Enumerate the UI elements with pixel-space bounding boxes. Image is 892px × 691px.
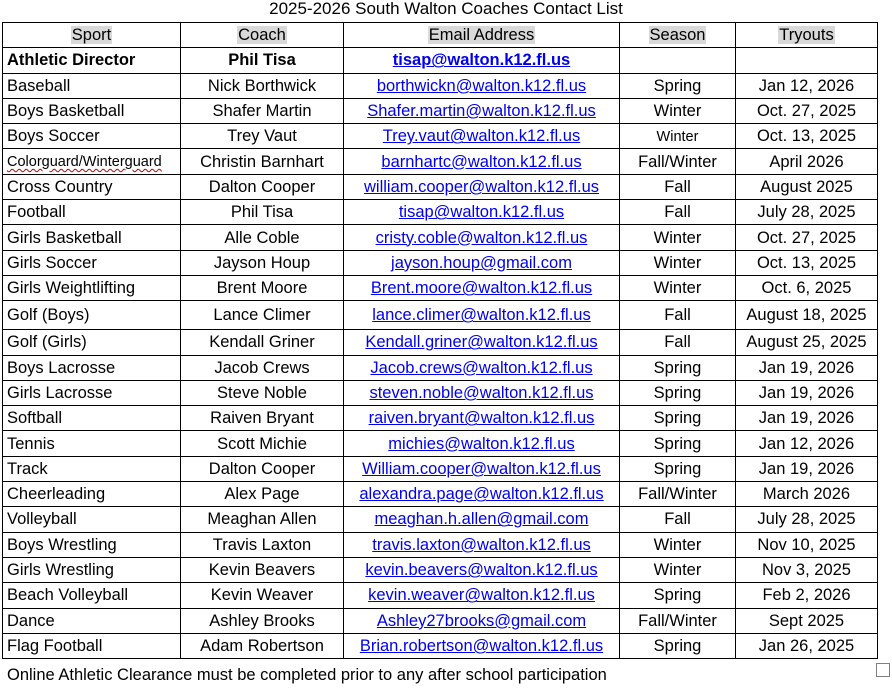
email-link[interactable]: cristy.coble@walton.k12.fl.us <box>375 228 588 247</box>
email-link[interactable]: jayson.houp@gmail.com <box>391 253 572 272</box>
season-cell <box>620 124 736 149</box>
tryouts-cell <box>736 380 878 405</box>
coach-cell <box>181 225 344 250</box>
season-text: Fall <box>664 333 691 352</box>
coach-text: Alex Page <box>224 485 300 504</box>
sport-cell <box>3 532 181 557</box>
email-cell <box>344 98 620 123</box>
sport-text: Boys Soccer <box>7 127 100 146</box>
tryouts-text: Oct. 6, 2025 <box>761 279 852 298</box>
sport-text: Flag Football <box>7 636 103 655</box>
sport-text: Beach Volleyball <box>7 586 129 605</box>
tryouts-text: Oct. 13, 2025 <box>756 127 857 146</box>
header-row <box>3 23 878 48</box>
coach-text: Nick Borthwick <box>207 76 317 95</box>
tryouts-cell <box>736 557 878 582</box>
coach-cell <box>181 73 344 98</box>
coach-cell <box>181 355 344 380</box>
tryouts-cell <box>736 98 878 123</box>
coach-text: Steve Noble <box>217 384 307 402</box>
table-row <box>3 98 878 123</box>
coach-cell <box>181 275 344 300</box>
tryouts-text: August 2025 <box>760 177 853 196</box>
table-row <box>3 73 878 98</box>
email-link[interactable]: Trey.vaut@walton.k12.fl.us <box>382 127 581 146</box>
sport-cell <box>3 380 181 405</box>
season-text: Fall <box>664 203 691 222</box>
tryouts-cell <box>736 301 878 330</box>
email-cell <box>344 482 620 507</box>
sport-text: Volleyball <box>7 510 77 529</box>
sport-cell <box>3 330 181 355</box>
sport-cell <box>3 406 181 431</box>
season-cell <box>620 380 736 405</box>
sport-cell <box>3 633 181 658</box>
email-cell <box>344 431 620 456</box>
email-link[interactable]: william.cooper@walton.k12.fl.us <box>363 177 599 196</box>
tryouts-cell <box>736 583 878 608</box>
sport-cell <box>3 98 181 123</box>
tryouts-cell <box>736 507 878 532</box>
season-cell <box>620 73 736 98</box>
sport-cell <box>3 250 181 275</box>
table-row <box>3 456 878 481</box>
table-row <box>3 330 878 355</box>
tryouts-text: Jan 19, 2026 <box>758 409 855 428</box>
season-text: Fall <box>664 306 691 325</box>
table-row <box>3 301 878 330</box>
coach-cell <box>181 124 344 149</box>
season-text: Fall/Winter <box>638 152 717 171</box>
coach-text: Phil Tisa <box>230 203 294 222</box>
sport-text: Baseball <box>7 76 71 95</box>
coach-text: Dalton Cooper <box>208 177 316 196</box>
email-link[interactable]: William.cooper@walton.k12.fl.us <box>362 459 601 478</box>
coach-text: Kevin Weaver <box>210 586 314 605</box>
season-text: Spring <box>653 384 702 402</box>
season-cell <box>620 633 736 658</box>
table-row <box>3 532 878 557</box>
tryouts-cell <box>736 225 878 250</box>
season-cell <box>620 482 736 507</box>
tryouts-text: Jan 26, 2025 <box>758 636 855 655</box>
coach-text: Kendall Griner <box>209 333 315 352</box>
season-cell <box>620 608 736 633</box>
coach-text: Adam Robertson <box>200 636 324 655</box>
coach-cell <box>181 608 344 633</box>
season-text: Fall <box>664 177 691 196</box>
footer-note: Online Athletic Clearance must be completed prior to any after school participation <box>7 666 607 684</box>
email-link[interactable]: alexandra.page@walton.k12.fl.us <box>359 485 604 504</box>
tryouts-text: Jan 19, 2026 <box>758 384 855 402</box>
coach-text: Trey Vaut <box>227 127 297 146</box>
season-cell <box>620 330 736 355</box>
table-row <box>3 355 878 380</box>
tryouts-text: Jan 12, 2026 <box>758 434 855 453</box>
season-cell <box>620 532 736 557</box>
email-link[interactable]: barnhartc@walton.k12.fl.us <box>381 152 582 171</box>
email-cell <box>344 200 620 225</box>
sport-cell <box>3 431 181 456</box>
email-link[interactable]: tisap@walton.k12.fl.us <box>392 51 571 70</box>
email-cell <box>344 406 620 431</box>
season-text: Winter <box>653 279 702 298</box>
table-row <box>3 48 878 73</box>
email-cell <box>344 149 620 174</box>
season-cell <box>620 200 736 225</box>
season-cell <box>620 456 736 481</box>
season-cell <box>620 275 736 300</box>
coach-cell <box>181 250 344 275</box>
sport-text: Girls Soccer <box>7 253 97 272</box>
tryouts-cell <box>736 124 878 149</box>
email-link[interactable]: lance.climer@walton.k12.fl.us <box>372 306 591 325</box>
email-link[interactable]: Kendall.griner@walton.k12.fl.us <box>365 333 598 352</box>
email-cell <box>344 73 620 98</box>
tryouts-text: July 28, 2025 <box>757 510 856 529</box>
coach-text: Dalton Cooper <box>208 459 316 478</box>
tryouts-text: Oct. 27, 2025 <box>756 102 857 121</box>
tryouts-cell <box>736 482 878 507</box>
email-link[interactable]: Jacob.crews@walton.k12.fl.us <box>370 358 593 377</box>
sport-text: Athletic Director <box>7 51 136 70</box>
checkbox[interactable] <box>876 663 890 677</box>
tryouts-text: March 2026 <box>762 485 851 504</box>
season-text: Spring <box>653 586 702 605</box>
header-coach: Coach <box>181 23 344 48</box>
email-link[interactable]: borthwickn@walton.k12.fl.us <box>376 76 587 95</box>
tryouts-text: July 28, 2025 <box>757 203 856 222</box>
tryouts-text: August 18, 2025 <box>746 306 867 325</box>
coach-cell <box>181 507 344 532</box>
email-link[interactable]: kevin.weaver@walton.k12.fl.us <box>368 586 595 605</box>
email-link[interactable]: travis.laxton@walton.k12.fl.us <box>372 535 591 554</box>
season-text: Fall <box>664 510 691 529</box>
table-row <box>3 633 878 658</box>
tryouts-text: Jan 19, 2026 <box>758 459 855 478</box>
tryouts-text: Sept 2025 <box>768 611 845 630</box>
sport-cell <box>3 275 181 300</box>
season-text: Winter <box>653 253 702 272</box>
tryouts-text: Jan 12, 2026 <box>758 76 855 95</box>
tryouts-text: Oct. 27, 2025 <box>756 228 857 247</box>
sport-text: Girls Basketball <box>7 228 122 247</box>
coach-cell <box>181 149 344 174</box>
email-cell <box>344 608 620 633</box>
email-cell <box>344 174 620 199</box>
email-link[interactable]: michies@walton.k12.fl.us <box>388 434 575 453</box>
email-cell <box>344 355 620 380</box>
table-row <box>3 406 878 431</box>
sport-cell <box>3 355 181 380</box>
email-cell <box>344 456 620 481</box>
email-cell <box>344 330 620 355</box>
season-text: Winter <box>653 102 702 121</box>
season-text: Spring <box>653 434 702 453</box>
email-cell <box>344 124 620 149</box>
season-cell <box>620 250 736 275</box>
sport-text: Softball <box>7 409 63 428</box>
tryouts-cell <box>736 73 878 98</box>
email-link[interactable]: meaghan.h.allen@gmail.com <box>374 510 589 529</box>
header-tryouts: Tryouts <box>736 23 878 48</box>
header-season: Season <box>620 23 736 48</box>
coach-text: Lance Climer <box>213 306 311 325</box>
coach-text: Travis Laxton <box>212 535 312 554</box>
tryouts-cell <box>736 174 878 199</box>
coach-text: Jacob Crews <box>214 358 310 377</box>
coach-cell <box>181 380 344 405</box>
email-cell <box>344 250 620 275</box>
tryouts-cell <box>736 633 878 658</box>
tryouts-text: Nov 3, 2025 <box>762 561 851 580</box>
coach-cell <box>181 482 344 507</box>
email-link[interactable]: Ashley27brooks@gmail.com <box>376 611 587 630</box>
season-text: Winter <box>653 535 702 554</box>
email-cell <box>344 275 620 300</box>
season-text: Spring <box>653 459 702 478</box>
sport-text: Boys Lacrosse <box>7 358 116 377</box>
sport-cell <box>3 73 181 98</box>
coach-text: Meaghan Allen <box>207 510 317 529</box>
season-text: Spring <box>653 76 702 95</box>
coach-text: Brent Moore <box>216 279 308 298</box>
sport-text: Dance <box>7 611 55 630</box>
tryouts-text: August 25, 2025 <box>746 333 867 352</box>
season-text: Fall/Winter <box>638 485 717 504</box>
season-cell <box>620 225 736 250</box>
sport-text: Colorguard/Winterguard <box>7 154 162 171</box>
tryouts-cell <box>736 200 878 225</box>
email-link[interactable]: raiven.bryant@walton.k12.fl.us <box>368 409 595 428</box>
sport-cell <box>3 149 181 174</box>
season-cell <box>620 174 736 199</box>
season-text: Spring <box>653 358 702 377</box>
sport-cell <box>3 507 181 532</box>
coach-cell <box>181 330 344 355</box>
tryouts-cell <box>736 250 878 275</box>
season-cell <box>620 355 736 380</box>
sport-text: Boys Basketball <box>7 102 125 121</box>
table-row <box>3 380 878 405</box>
sport-cell <box>3 48 181 73</box>
table-row <box>3 124 878 149</box>
email-cell <box>344 633 620 658</box>
sport-text: Football <box>7 203 66 222</box>
season-cell <box>620 431 736 456</box>
table-row <box>3 583 878 608</box>
email-cell <box>344 225 620 250</box>
coach-text: Phil Tisa <box>228 51 296 70</box>
email-link[interactable]: Brian.robertson@walton.k12.fl.us <box>359 636 604 655</box>
table-row <box>3 482 878 507</box>
season-text: Winter <box>656 128 699 145</box>
tryouts-cell <box>736 406 878 431</box>
coach-text: Scott Michie <box>217 434 307 453</box>
sport-cell <box>3 200 181 225</box>
sport-text: Golf (Girls) <box>7 333 87 352</box>
sport-cell <box>3 225 181 250</box>
email-cell <box>344 380 620 405</box>
coach-cell <box>181 200 344 225</box>
coach-cell <box>181 406 344 431</box>
coach-cell <box>181 456 344 481</box>
season-text: Spring <box>653 409 702 428</box>
sport-cell <box>3 174 181 199</box>
coach-text: Ashley Brooks <box>209 611 315 630</box>
season-text: Fall/Winter <box>638 611 717 630</box>
tryouts-cell <box>736 431 878 456</box>
season-text: Winter <box>653 228 702 247</box>
table-row <box>3 557 878 582</box>
season-cell <box>620 301 736 330</box>
email-cell <box>344 301 620 330</box>
tryouts-text: Oct. 13, 2025 <box>756 253 857 272</box>
email-cell <box>344 557 620 582</box>
sport-text: Boys Wrestling <box>7 535 117 554</box>
coach-text: Raiven Bryant <box>210 409 314 428</box>
tryouts-text: Jan 19, 2026 <box>758 358 855 377</box>
sport-text: Golf (Boys) <box>7 306 90 325</box>
coach-cell <box>181 301 344 330</box>
coach-text: Shafer Martin <box>212 102 312 121</box>
email-link[interactable]: kevin.beavers@walton.k12.fl.us <box>365 561 598 580</box>
table-row <box>3 225 878 250</box>
sport-cell <box>3 124 181 149</box>
email-cell <box>344 507 620 532</box>
sport-cell <box>3 557 181 582</box>
coach-cell <box>181 532 344 557</box>
sport-cell <box>3 583 181 608</box>
coach-cell <box>181 633 344 658</box>
coach-cell <box>181 583 344 608</box>
email-cell <box>344 583 620 608</box>
document-title: 2025-2026 South Walton Coaches Contact List <box>269 0 623 18</box>
tryouts-cell <box>736 355 878 380</box>
sport-cell <box>3 608 181 633</box>
table-row <box>3 149 878 174</box>
sport-cell <box>3 301 181 330</box>
coach-text: Christin Barnhart <box>200 152 324 171</box>
table-row <box>3 250 878 275</box>
sport-text: Cheerleading <box>7 485 106 504</box>
sport-cell <box>3 482 181 507</box>
tryouts-cell <box>736 48 878 73</box>
season-cell <box>620 98 736 123</box>
sport-text: Tennis <box>7 434 55 453</box>
table-row <box>3 608 878 633</box>
sport-text: Girls Wrestling <box>7 561 114 580</box>
coaches-table <box>2 22 878 659</box>
season-cell <box>620 583 736 608</box>
season-cell <box>620 48 736 73</box>
email-link[interactable]: steven.noble@walton.k12.fl.us <box>369 384 594 402</box>
tryouts-cell <box>736 456 878 481</box>
table-row <box>3 200 878 225</box>
header-email: Email Address <box>344 23 620 48</box>
tryouts-cell <box>736 608 878 633</box>
tryouts-text: Feb 2, 2026 <box>762 586 851 605</box>
coach-text: Alle Coble <box>224 228 300 247</box>
tryouts-cell <box>736 275 878 300</box>
coach-cell <box>181 48 344 73</box>
sport-text: Girls Lacrosse <box>7 384 113 402</box>
tryouts-text: Nov 10, 2025 <box>757 535 856 554</box>
season-cell <box>620 406 736 431</box>
table-row <box>3 275 878 300</box>
table-row <box>3 431 878 456</box>
season-cell <box>620 507 736 532</box>
header-sport: Sport <box>3 23 181 48</box>
season-text: Spring <box>653 636 702 655</box>
tryouts-text: April 2026 <box>769 152 844 171</box>
coach-cell <box>181 174 344 199</box>
season-text: Winter <box>653 561 702 580</box>
sport-text: Girls Weightlifting <box>7 279 136 298</box>
email-cell <box>344 48 620 73</box>
coach-text: Kevin Beavers <box>208 561 316 580</box>
email-link[interactable]: tisap@walton.k12.fl.us <box>398 203 565 222</box>
coach-cell <box>181 431 344 456</box>
tryouts-cell <box>736 532 878 557</box>
sport-text: Track <box>7 459 48 478</box>
sport-text: Cross Country <box>7 177 113 196</box>
season-cell <box>620 557 736 582</box>
sport-cell <box>3 456 181 481</box>
email-link[interactable]: Brent.moore@walton.k12.fl.us <box>370 279 593 298</box>
table-row <box>3 507 878 532</box>
tryouts-cell <box>736 330 878 355</box>
coach-cell <box>181 557 344 582</box>
coach-text: Jayson Houp <box>213 253 311 272</box>
email-cell <box>344 532 620 557</box>
coach-cell <box>181 98 344 123</box>
email-link[interactable]: Shafer.martin@walton.k12.fl.us <box>367 102 596 121</box>
table-row <box>3 174 878 199</box>
season-cell <box>620 149 736 174</box>
tryouts-cell <box>736 149 878 174</box>
